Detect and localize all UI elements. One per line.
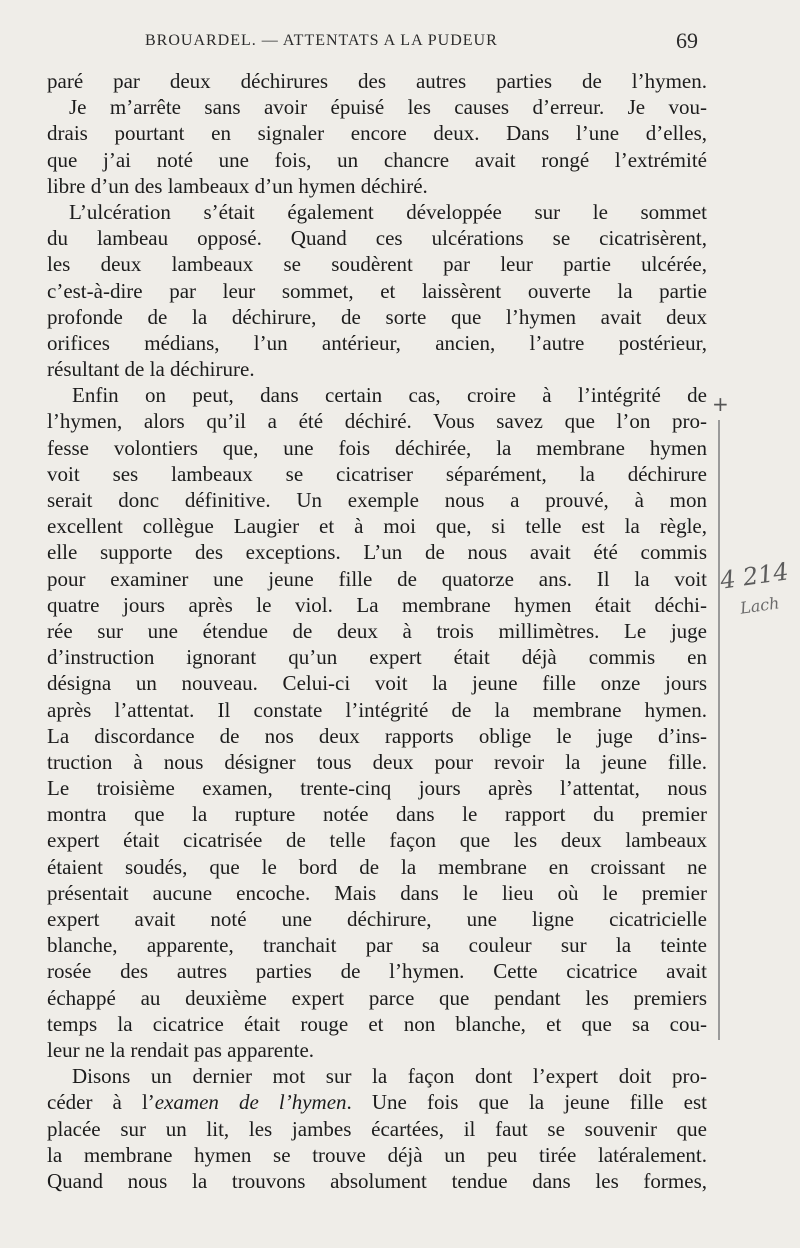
text-line: rée sur une étendue de deux à trois millimètres. Le juge (47, 618, 707, 643)
text-line: truction à nous désigner tous deux pour revoir la jeune fille. (47, 749, 707, 774)
body-text (47, 68, 707, 1194)
text-line: placée sur un lit, les jambes écartées, il faut se souvenir que (47, 1116, 707, 1141)
text-line: désigna un nouveau. Celui-ci voit la jeune fille onze jours (47, 671, 707, 696)
text-line: Disons un dernier mot sur la façon dont l’expert doit pro- (72, 1064, 707, 1089)
text-line: fesse volontiers que, une fois déchirée, la membrane hymen (47, 435, 707, 460)
text-line: leur ne la rendait pas apparente. (47, 1037, 315, 1062)
text-line: résultant de la déchirure. (47, 357, 255, 382)
text-line (47, 1089, 707, 1115)
page-number: 69 (676, 28, 698, 53)
running-head: BROUARDEL. — ATTENTATS A LA PUDEUR (145, 32, 498, 49)
text-line: La discordance de nos deux rapports oblige le juge d’ins- (47, 723, 707, 748)
text-line: l’hymen, alors qu’il a été déchiré. Vous savez que l’on pro- (47, 409, 707, 434)
text-line: échappé au deuxième expert parce que pendant les premiers (47, 985, 707, 1010)
text-line: drais pourtant en signaler encore deux. Dans l’une d’elles, (47, 121, 707, 146)
text-line: c’est-à-dire par leur sommet, et laissèrent ouverte la partie (47, 278, 707, 303)
text-line: après l’attentat. Il constate l’intégrité de la membrane hymen. (47, 697, 707, 722)
text-line: Quand nous la trouvons absolument tendue dans les formes, (47, 1168, 707, 1193)
text-line: la membrane hymen se trouve déjà un peu tirée latéralement. (47, 1142, 707, 1167)
text-line: quatre jours après le viol. La membrane hymen était déchi- (47, 592, 707, 617)
text-line: montra que la rupture notée dans le rapport du premier (47, 802, 707, 827)
text-line: Le troisième examen, trente-cinq jours après l’attentat, nous (47, 776, 707, 801)
text-fragment: céder à l’ (47, 1090, 155, 1115)
handwritten-note: 4 214 (718, 557, 791, 595)
text-line: orifices médians, l’un antérieur, ancien, l’autre postérieur, (47, 330, 707, 355)
text-line: temps la cicatrice était rouge et non blanche, et que sa cou- (47, 1011, 707, 1036)
text-line: paré par deux déchirures des autres parties de l’hymen. (47, 69, 707, 93)
text-line: voit ses lambeaux se cicatriser séparément, la déchirure (47, 461, 707, 486)
text-line: blanche, apparente, tranchait par sa couleur sur la teinte (47, 933, 707, 958)
italic-phrase: examen de l’hymen (154, 1090, 347, 1115)
text-line: expert avait noté une déchirure, une ligne cicatricielle (47, 907, 707, 931)
text-line: libre d’un des lambeaux d’un hymen déchiré. (47, 173, 428, 198)
margin-plus-mark: + (712, 392, 729, 416)
text-line: excellent collègue Laugier et à moi que, si telle est la règle, (47, 514, 707, 539)
text-line: elle supporte des exceptions. L’un de nous avait été commis (47, 540, 707, 565)
text-line: les deux lambeaux se soudèrent par leur partie ulcérée, (47, 252, 707, 277)
text-line: que j’ai noté une fois, un chancre avait rongé l’extrémité (47, 147, 707, 172)
text-line: d’instruction ignorant qu’un expert était déjà commis en (47, 645, 707, 670)
text-line: étaient soudés, que le bord de la membrane en croissant ne (47, 854, 707, 879)
text-line: rosée des autres parties de l’hymen. Cette cicatrice avait (47, 959, 707, 984)
text-line: Enfin on peut, dans certain cas, croire à l’intégrité de (72, 383, 707, 408)
text-line: L’ulcération s’était également développée sur le sommet (69, 199, 707, 224)
text-line: Je m’arrête sans avoir épuisé les causes d’erreur. Je vou- (69, 95, 707, 120)
margin-annotations (700, 380, 800, 1080)
handwritten-note: Lach (738, 593, 781, 618)
text-line: serait donc définitive. Un exemple nous a prouvé, à mon (47, 488, 707, 512)
text-line: présentait aucune encoche. Mais dans le lieu où le premier (47, 880, 707, 905)
text-line: profonde de la déchirure, de sorte que l’hymen avait deux (47, 304, 707, 329)
text-line: expert était cicatrisée de telle façon que les deux lambeaux (47, 828, 707, 853)
text-fragment: . Une fois que la jeune fille est (346, 1090, 707, 1115)
text-line: du lambeau opposé. Quand ces ulcérations se cicatrisèrent, (47, 226, 707, 251)
text-line: pour examiner une jeune fille de quatorze ans. Il la voit (47, 566, 707, 591)
margin-bracket-line (718, 420, 720, 1040)
